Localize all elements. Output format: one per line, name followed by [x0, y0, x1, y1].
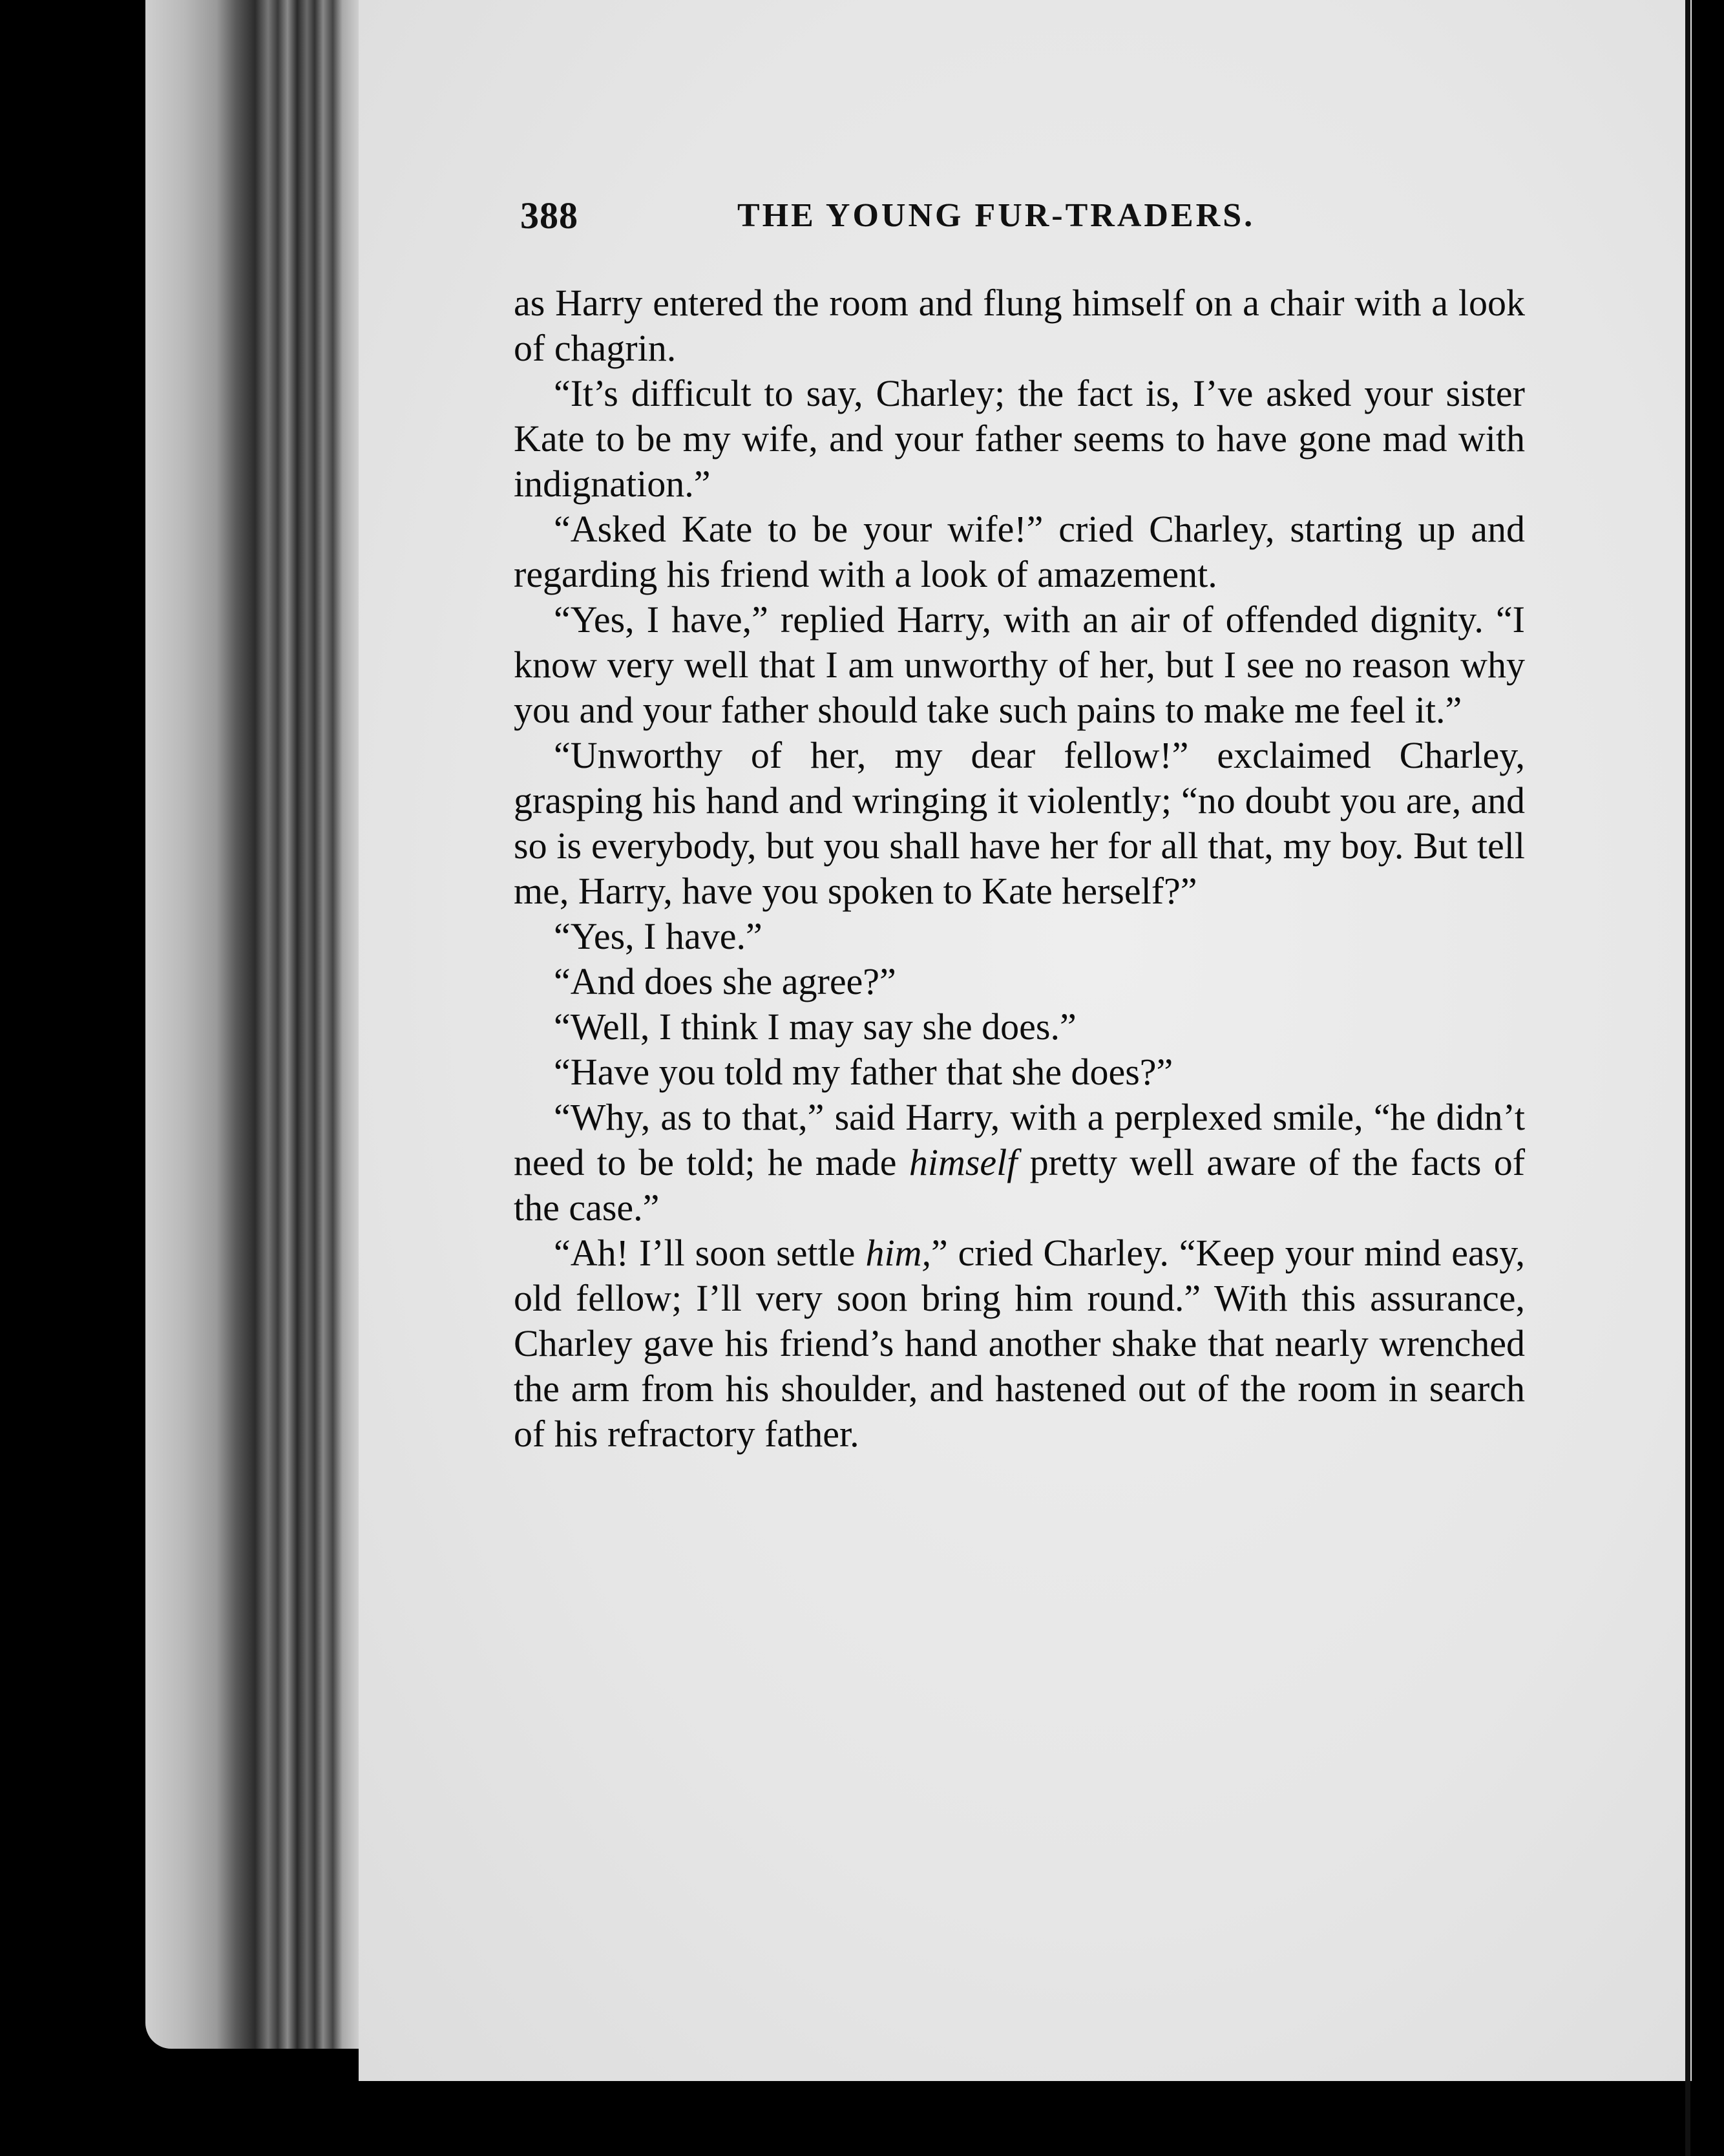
- paragraph-9: “Have you told my father that she does?”: [554, 1051, 1173, 1093]
- paragraph-11: [514, 1231, 1525, 1457]
- paragraph-10-text-a: “Why, as to that,” said Harry, with a perplexed smile, “he didn’t need to be told; he made: [514, 1096, 1525, 1183]
- paragraph-5: “Unworthy of her, my dear fellow!” exclaimed Charley, grasping his hand and wringing it violently; “no doubt you are, and so is everybody, but you shall have her for all that, my boy. But tell me, Harry, have you spoken to Kate herself?”: [514, 734, 1525, 912]
- running-head: [520, 194, 1321, 252]
- paragraph-1: as Harry entered the room and flung himself on a chair with a look of chagrin.: [514, 282, 1525, 369]
- body-text: [514, 280, 1525, 1457]
- paragraph-3: “Asked Kate to be your wife!” cried Charley, starting up and regarding his friend with a look of amazement.: [514, 508, 1525, 595]
- paragraph-10-italic: himself: [909, 1141, 1018, 1183]
- book-title: THE YOUNG FUR-TRADERS.: [737, 197, 1256, 234]
- paragraph-6: “Yes, I have.”: [554, 915, 762, 957]
- paragraph-7: “And does she agree?”: [554, 960, 896, 1002]
- paragraph-4: “Yes, I have,” replied Harry, with an air of offended dignity. “I know very well that I am unworthy of her, but I see no reason why you and your father should take such pains to make me feel it.”: [514, 598, 1525, 731]
- paragraph-11-italic: him,: [865, 1232, 931, 1274]
- book-page-edges: [145, 0, 359, 2049]
- paragraph-10-text-b: pretty well aware of the facts of the case.”: [514, 1141, 1526, 1229]
- paragraph-11-text-b: ” cried Charley. “Keep your mind easy, old fellow; I’ll very soon bring him round.” With this assurance, Charley gave his friend’s hand another shake that nearly wrenched the arm from his shoulder, and hastened out of the room in search of his refractory father.: [514, 1232, 1525, 1455]
- paragraph-11-text-a: “Ah! I’ll soon settle: [554, 1232, 866, 1274]
- page-right-edge: [1685, 0, 1690, 2156]
- paragraph-10: [514, 1095, 1525, 1231]
- paragraph-8: “Well, I think I may say she does.”: [554, 1006, 1077, 1048]
- page-number: 388: [520, 195, 578, 237]
- paragraph-2: “It’s difficult to say, Charley; the fact is, I’ve asked your sister Kate to be my wife, and your father seems to have gone mad with indignation.”: [514, 372, 1525, 505]
